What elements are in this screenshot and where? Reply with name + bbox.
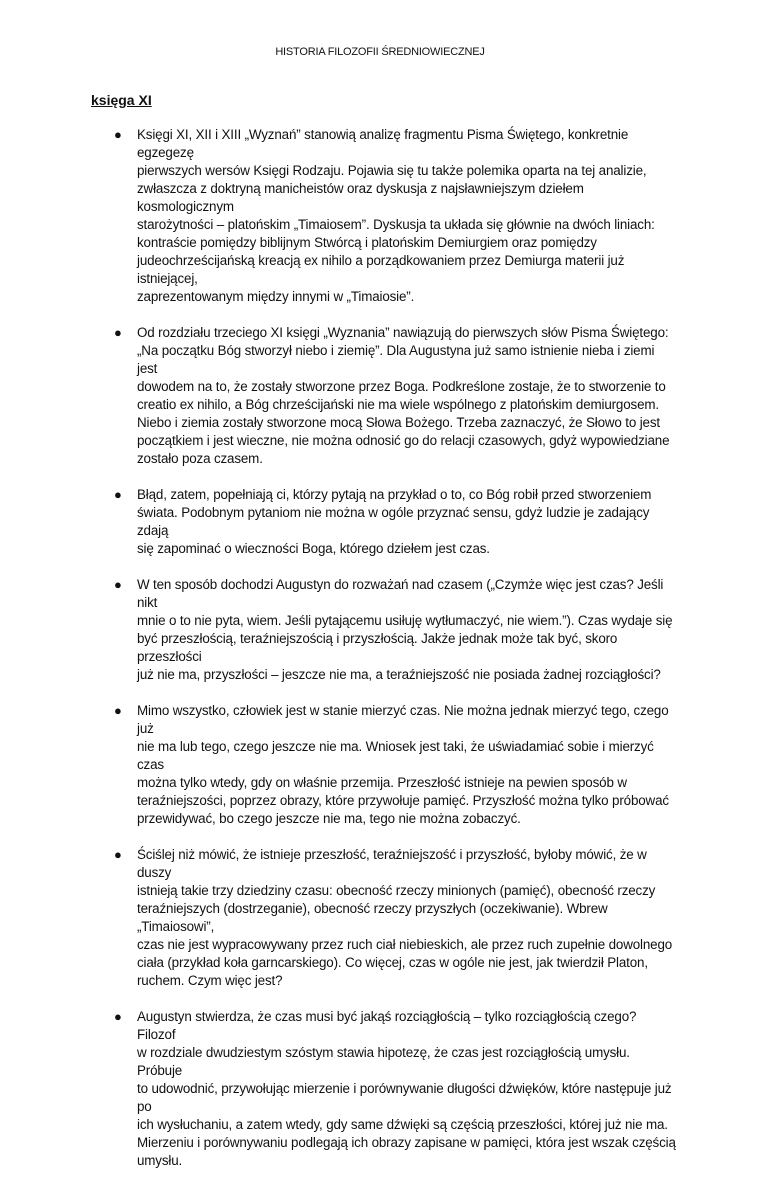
line: Od rozdziału trzeciego XI księgi „Wyznania” nawiązują do pierwszych słów Pisma Świętego: <box>137 325 669 340</box>
line: Mimo wszystko, człowiek jest w stanie mierzyć czas. Nie można jednak mierzyć tego, czego już <box>137 703 669 736</box>
line: „Na początku Bóg stworzył niebo i ziemię”. Dla Augustyna już samo istnienie nieba i ziemi jest <box>137 343 655 376</box>
line: teraźniejszości, poprzez obrazy, które przywołuje pamięć. Przyszłość można tylko próbować <box>137 793 669 808</box>
line: judeochrześcijańską kreacją ex nihilo a porządkowaniem przez Demiurga materii już istniejącej, <box>137 253 625 286</box>
line: zaprezentowanym między innymi w „Timaiosie”. <box>137 289 415 304</box>
line: początkiem i jest wieczne, nie można odnosić go do relacji czasowych, gdyż wypowiedziane <box>137 433 670 448</box>
bullet-dot-icon: ● <box>114 847 122 862</box>
bullet-dot-icon: ● <box>114 487 122 502</box>
line: Niebo i ziemia zostały stworzone mocą Słowa Bożego. Trzeba zaznaczyć, że Słowo to jest <box>137 415 660 430</box>
line: w rozdziale dwudziestym szóstym stawia hipotezę, że czas jest rozciągłością umysłu. Próbuje <box>137 1045 630 1078</box>
line: świata. Podobnym pytaniom nie można w ogóle przyznać sensu, gdyż ludzie je zadający zdają <box>137 505 650 538</box>
line: czas nie jest wypracowywany przez ruch ciał niebieskich, ale przez ruch zupełnie dowolnego <box>137 937 673 952</box>
line: istnieją takie trzy dziedziny czasu: obecność rzeczy minionych (pamięć), obecność rzeczy <box>137 883 656 898</box>
bullet-item-4 <box>0 576 677 684</box>
line: starożytności – platońskim „Timaiosem”. Dyskusja ta układa się głównie na dwóch liniach: <box>137 217 655 232</box>
bullet-item-6 <box>0 846 677 990</box>
bullet-dot-icon: ● <box>114 1009 122 1024</box>
bullet-list <box>0 126 760 1188</box>
line: ciała (przykład koła garncarskiego). Co więcej, czas w ogóle nie jest, jak twierdził Platon, <box>137 955 648 970</box>
bullet-item-5 <box>0 702 677 828</box>
line: Błąd, zatem, popełniają ci, którzy pytają na przykład o to, co Bóg robił przed stworzeniem <box>137 487 652 502</box>
line: creatio ex nihilo, a Bóg chrześcijański nie ma wiele wspólnego z platońskim demiurgosem. <box>137 397 659 412</box>
line: Augustyn stwierdza, że czas musi być jakąś rozciągłością – tylko rozciągłością czego? Filozof <box>137 1009 637 1042</box>
bullet-item-3 <box>0 486 677 558</box>
line: dowodem na to, że zostały stworzone przez Boga. Podkreślone zostaje, że to stworzenie to <box>137 379 666 394</box>
line: Mierzeniu i porównywaniu podlegają ich obrazy zapisane w pamięci, która jest wszak częścią <box>137 1135 676 1150</box>
bullet-item-2 <box>0 324 677 468</box>
section-title: księga XI <box>91 92 152 108</box>
line: się zapominać o wieczności Boga, którego dziełem jest czas. <box>137 541 490 556</box>
bullet-dot-icon: ● <box>114 577 122 592</box>
line: to udowodnić, przywołując mierzenie i porównywanie długości dźwięków, które następuje już po <box>137 1081 672 1114</box>
line: pierwszych wersów Księgi Rodzaju. Pojawia się tu także polemika oparta na tej analizie, <box>137 163 647 178</box>
bullet-dot-icon: ● <box>114 325 122 340</box>
line: Księgi XI, XII i XIII „Wyznań” stanowią analizę fragmentu Pisma Świętego, konkretnie egzegezę <box>137 127 629 160</box>
bullet-dot-icon: ● <box>114 703 122 718</box>
line: nie ma lub tego, czego jeszcze nie ma. Wniosek jest taki, że uświadamiać sobie i mierzyć czas <box>137 739 654 772</box>
running-header: HISTORIA FILOZOFII ŚREDNIOWIECZNEJ <box>275 46 485 58</box>
line: teraźniejszych (dostrzeganie), obecność rzeczy przyszłych (oczekiwanie). Wbrew „Timaiosowi”, <box>137 901 608 934</box>
line: można tylko wtedy, gdy on właśnie przemija. Przeszłość istnieje na pewien sposób w <box>137 775 627 790</box>
line: W ten sposób dochodzi Augustyn do rozważań nad czasem („Czymże więc jest czas? Jeśli nikt <box>137 577 664 610</box>
line: zwłaszcza z doktryną manicheistów oraz dyskusja z najsławniejszym dziełem kosmologicznym <box>137 181 584 214</box>
line: Ściślej niż mówić, że istnieje przeszłość, teraźniejszość i przyszłość, byłoby mówić, że w duszy <box>137 847 647 880</box>
bullet-item-1 <box>0 126 677 306</box>
line: kontraście pomiędzy biblijnym Stwórcą i platońskim Demiurgiem oraz pomiędzy <box>137 235 597 250</box>
line: być przeszłością, teraźniejszością i przyszłością. Jakże jednak może tak być, skoro przeszłości <box>137 631 618 664</box>
line: już nie ma, przyszłości – jeszcze nie ma, a teraźniejszość nie posiada żadnej rozciągłości? <box>137 667 661 682</box>
bullet-item-7 <box>0 1008 677 1170</box>
bullet-dot-icon: ● <box>114 127 122 142</box>
line: ich wysłuchaniu, a zatem wtedy, gdy same dźwięki są częścią przeszłości, której już nie ma. <box>137 1117 668 1132</box>
line: umysłu. <box>137 1153 183 1168</box>
line: mnie o to nie pyta, wiem. Jeśli pytającemu usiłuję wytłumaczyć, nie wiem.”). Czas wydaje się <box>137 613 673 628</box>
line: zostało poza czasem. <box>137 451 263 466</box>
line: ruchem. Czym więc jest? <box>137 973 283 988</box>
line: przewidywać, bo czego jeszcze nie ma, tego nie można zobaczyć. <box>137 811 521 826</box>
